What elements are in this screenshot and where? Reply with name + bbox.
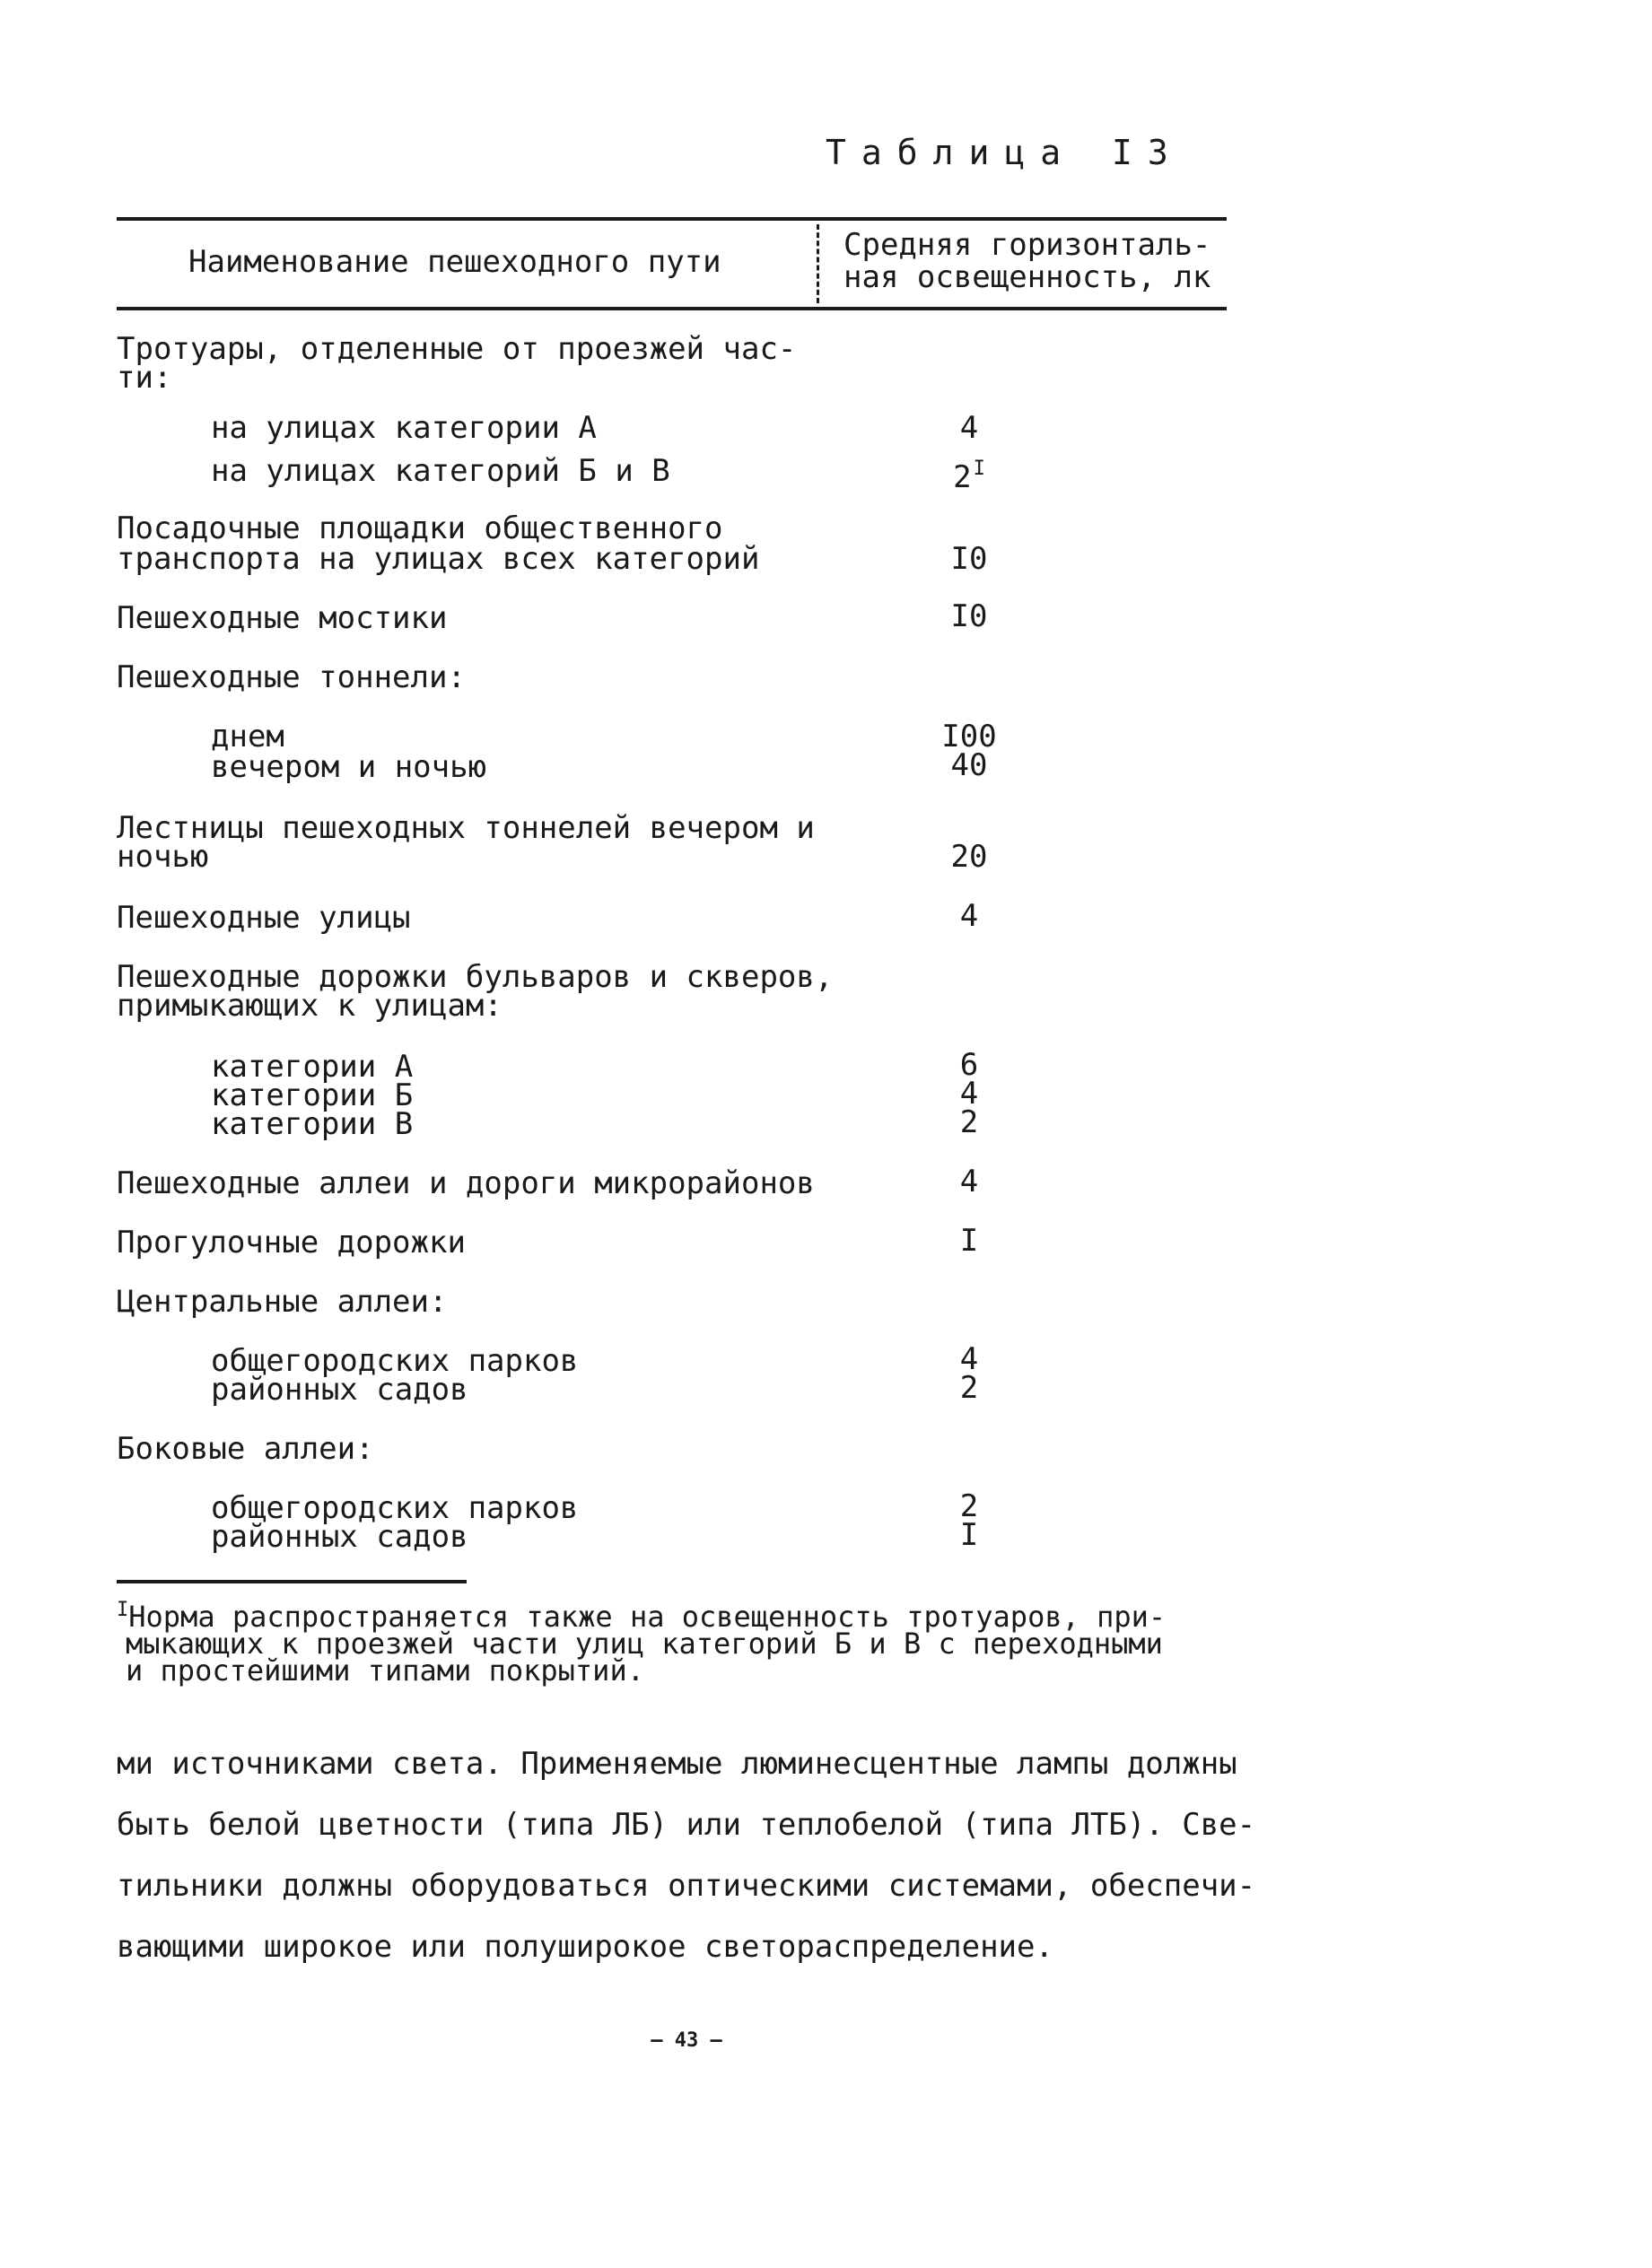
row-value: 2	[959, 1104, 979, 1140]
row-label-line-2: ночью	[117, 839, 209, 875]
row-value: 2	[959, 1370, 979, 1406]
row-label-line-2: транспорта на улицах всех категорий	[117, 541, 760, 577]
row-label: вечером и ночью	[211, 749, 487, 785]
row-label: Пешеходные мостики	[117, 600, 448, 636]
row-label: общегородских парков	[211, 1343, 579, 1379]
row-value: I	[959, 1517, 979, 1553]
table-header-rule	[117, 307, 1227, 310]
table-caption: Таблица I3	[826, 133, 1184, 172]
row-label: категории Б	[211, 1077, 414, 1113]
row-label-line-2: примыкающих к улицам:	[117, 988, 503, 1024]
row-label-line-1: Тротуары, отделенные от проезжей час-	[117, 331, 797, 367]
row-label: на улицах категорий Б и В	[211, 453, 670, 489]
row-label: днем	[211, 719, 284, 755]
table-top-rule	[117, 217, 1227, 221]
body-line-3: тильники должны оборудоваться оптическими системами, обеспечи-	[117, 1868, 1256, 1904]
row-label: Боковые аллеи:	[117, 1431, 374, 1467]
row-value: 20	[950, 839, 988, 875]
footnote-rule	[117, 1580, 467, 1583]
footnote-text-1: Норма распространяется также на освещенность тротуаров, при-	[128, 1600, 1167, 1634]
header-illuminance-column	[843, 229, 1211, 293]
row-label: на улицах категории А	[211, 410, 597, 446]
row-label: Пешеходные улицы	[117, 900, 411, 936]
row-value: 4	[959, 1341, 979, 1377]
row-value: 4	[959, 410, 979, 446]
row-label: общегородских парков	[211, 1490, 579, 1526]
header-column-separator	[817, 224, 819, 303]
row-label: Пешеходные аллеи и дороги микрорайонов	[117, 1165, 815, 1201]
row-value: I0	[950, 541, 988, 577]
body-line-1: ми источниками света. Применяемые люминесцентные лампы должны	[117, 1746, 1237, 1782]
row-value: I00	[941, 719, 997, 755]
row-label: Пешеходные тоннели:	[117, 659, 466, 695]
footnote-line-1	[117, 1597, 1167, 1634]
page-number: — 43 —	[651, 2029, 722, 2052]
footnote-line-2: мыкающих к проезжей части улиц категорий Б и В с переходными	[126, 1627, 1163, 1661]
row-label: Центральные аллеи:	[117, 1284, 448, 1320]
row-value: 4	[959, 898, 979, 934]
row-label: категории А	[211, 1049, 414, 1085]
row-value: 6	[959, 1047, 979, 1083]
row-value: 2	[959, 1488, 979, 1524]
footnote-reference-mark: I	[973, 458, 985, 480]
body-paragraph	[117, 1733, 1255, 1977]
footnote	[117, 1597, 1167, 1688]
row-value: 4	[959, 1076, 979, 1112]
body-line-4: вающими широкое или полуширокое светораспределение.	[117, 1929, 1053, 1965]
row-label: категории В	[211, 1106, 414, 1142]
body-line-2: быть белой цветности (типа ЛБ) или теплобелой (типа ЛТБ). Све-	[117, 1807, 1256, 1843]
header-illuminance-line-2: ная освещенность, лк	[843, 259, 1211, 295]
header-name-column: Наименование пешеходного пути	[188, 244, 721, 280]
row-value-with-note	[915, 454, 1023, 493]
footnote-mark: I	[117, 1599, 129, 1621]
row-value: 2	[953, 459, 972, 495]
row-value: I	[959, 1223, 979, 1259]
row-label-line-2: ти:	[117, 360, 172, 396]
row-label-line-1: Посадочные площадки общественного	[117, 510, 723, 546]
row-value: 4	[959, 1164, 979, 1199]
row-label-line-1: Лестницы пешеходных тоннелей вечером и	[117, 810, 815, 846]
row-label: районных садов	[211, 1519, 468, 1555]
row-label: районных садов	[211, 1372, 468, 1408]
row-value: I0	[950, 598, 988, 634]
row-label-line-1: Пешеходные дорожки бульваров и скверов,	[117, 959, 834, 995]
row-label: Прогулочные дорожки	[117, 1225, 466, 1260]
header-illuminance-line-1: Средняя горизонталь-	[843, 227, 1211, 263]
row-value: 40	[950, 747, 988, 783]
footnote-line-3: и простейшими типами покрытий.	[126, 1653, 644, 1688]
